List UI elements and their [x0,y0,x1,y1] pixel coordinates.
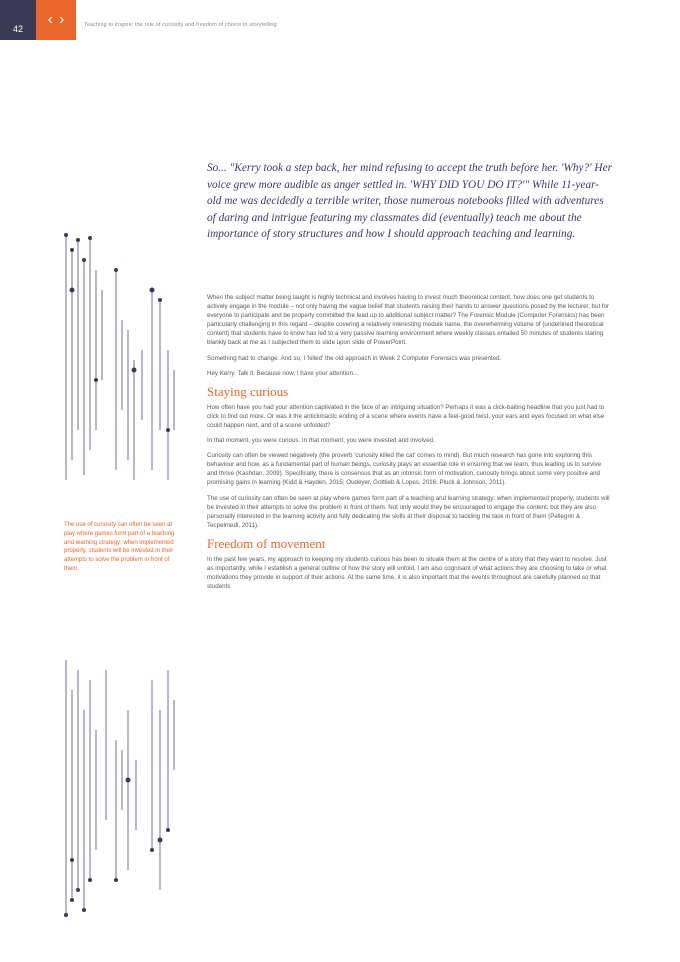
paragraph: In that moment, you were curious. In that moment, you were invested and involved. [207,437,435,445]
decorative-line-art-bottom [56,650,186,920]
page-number: 42 [0,0,36,40]
sidenote-pullquote: The use of curiosity can often be seen at play where games form part of a teaching and learning strategy: when implemented properly, students will be invested in their attempts to solve the problem in front of them. [64,522,175,572]
prev-page-button[interactable]: ‹ [47,11,53,28]
paragraph: In the past few years, my approach to keeping my students curious has been to situate them at the centre of a story that they want to resolve. Just as importantly, while I establish a general outline of how the story will unfold, I am also cognisant of what actions they are choosing to take or what motivations they provide in support of their actions. At the same time, it is also important that the events throughout are carefully planned so that students [207,555,607,591]
paragraph: Curiosity can often be viewed negatively (the proverb 'curiosity killed the cat' comes to mind). But much research has gone into exploring this behaviour and how, as a fundamental part of human beings, curiosity plays an essential role in ensuring that we learn, thus leading us to survive and thrive (Kashdan, 2009). Specifically, there is consensus that as an intrinsic form of motivation, curiosity brings about some very positive and promising gains in learning (Kidd & Hayden, 2015; Oudeyer, Gottlieb & Lopes, 2016; Pluck & Johnson, 2011). [207,452,602,487]
paragraph: How often have you had your attention captivated in the face of an intriguing situation? Perhaps it was a click-baiting headline that you just had to click to find out more. Or was it the anticlimactic ending of a scene where events have a feel-good twist, your ears and eyes focused on what else could happen next, and of a scene unfolded? [207,403,605,429]
next-page-button[interactable]: › [59,11,65,28]
section-heading-staying-curious: Staying curious [207,383,289,399]
article-body [207,293,612,597]
paragraph: Something had to change. And so, I 'killed' the old approach in Week 2 Computer Forensics was presented. [207,354,502,362]
paragraph: When the subject matter being taught is highly technical and involves having to invest much theoretical content, how does one get students to actively engage in the module – not only having the vague belief that students raising their hands to answer questions posed by the lecturer, but for everyone to participate and be properly committed the lead up to additional subject matter? The Forensic Module (Computer Forensics) has been particularly challenging in this regard – despite covering a relatively interesting module name, the overwhelming volume of (underlined theoretical content) that students have to know has led to a very passive learning environment where weekly classes entailed 50 minutes of students staring blankly back at me as I subjected them to slide upon slide of PowerPoint. [207,294,610,347]
opening-quote: So... "Kerry took a step back, her mind refusing to accept the truth before her. 'Why?' Her voice grew more audible as anger settled in. 'WHY DID YOU DO IT?'" While 11-year-old me was decidedly a terrible writer, those numerous notebooks filled with adventures of daring and intrigue featuring my classmates did (eventually) teach me about the importance of story structures and how I should approach teaching and learning. [207,162,612,241]
paragraph: The use of curiosity can often be seen at play where games form part of a teaching and learning strategy: when implemented properly, students will be invested in their attempts to solve the problem in front of them. Not only would they be encouraged to engage the content, but they are also personally interested in the learning activity and fully dedicating the skills at their disposal to tackling the task in front of them (Pellegrin & Tecpelmedi, 2011). [207,494,610,529]
paragraph: Hey Kerry. Talk it. Because now, I have your attention... [207,369,359,377]
decorative-line-art-top [56,230,186,490]
top-bar [0,0,680,40]
section-heading-freedom-of-movement: Freedom of movement [207,535,326,551]
running-title: Teaching to inspire: the role of curiosity and freedom of choice in storytelling [84,22,277,28]
page-nav [36,0,76,40]
